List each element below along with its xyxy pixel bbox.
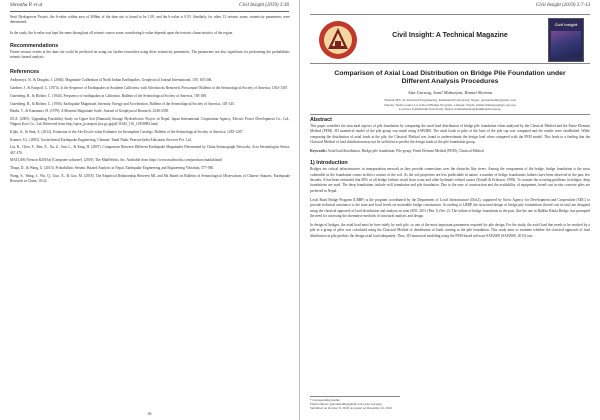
footnote-divider: [310, 396, 400, 397]
affiliations: [330, 98, 570, 112]
footnote-corresponding: *Corresponding Author: [310, 398, 341, 402]
abstract-divider: [310, 114, 590, 115]
body-paragraph: Sesti Hydropower Project, the b-value within area of 300km of the dam site is found to be 1.09, and the b-value is 0.93. Similarly, for other 12 seismic zones, seismicity parameters were determined.: [10, 15, 290, 25]
abstract-heading: Abstract: [310, 117, 332, 123]
cover-title: Civil Insight: [554, 22, 578, 27]
reference-item: Kramer, S.L. (2005). Geotechnical Earthquake Engineering. Chennai, Tamil Nadu: Pearson India Education Services Pvt. Ltd.: [10, 137, 192, 142]
reference-item: Thapa, D., & Wang, G. (2013). Probabilistic Seismic Hazard Analysis in Nepal. Earthquake Engineering and Engineering Vibration, 577-586.: [10, 165, 214, 170]
reference-item: JICA. (2005). Upgrading Feasibility Study on Upper Seti (Damauli) Storage Hydroelectric Project in Nepal. Japan International Cooperation Agency, Electric Power Development Co., Ltd., Nippon Koei Co., Ltd. Retrieved from http://open_jicareport.jica.go.jp/pdf/11643_116_11858982.html: [10, 116, 290, 127]
affiliation-line: Student MSc in Structural Engineering, Kathmandu University, Nepal, gauranneahil@gmail.com: [384, 98, 516, 102]
body-paragraph: Local Road Bridge Program (LRBP) is the program coordinated by the Department of Local Infrastructure (DoLI), supported by Swiss Agency for Development and Cooperation (SDC) to provide technical assistance to the state and local levels on motorable bridge construction. According to LRBP, the structural design of bridge pile foundations (bored cast in-situ) are designed using the classical approach of load distribution and analysis as seen (SDC 2011 (Part 1) (Sec 2). The failure of bridge foundation in the past, like the one in Balkhu Khola Bridge, has prompted the need for assessing the alternative methods of structural analysis and design.: [310, 197, 590, 218]
reference-item: Kijko, A., & Smit, A. (2012). Extension of the Aki-Utsu b-value Estimator for Incomplete Catalogs. Bulletin of the Seismological Society of America, 1283-1287.: [10, 129, 244, 134]
left-body: [10, 15, 290, 187]
journal-title: Civil Insight: A Technical Magazine: [392, 32, 508, 39]
affiliation-line: Deputy Team Leader Local Road Bridge Program, Lalitpur, Nepal, kamal.maharjan@geo.gov.np: [384, 102, 516, 107]
left-header-journal: Civil Insight (2019) 3:36: [239, 3, 289, 8]
recommendations-text: Future seismic events at the dam site could be predicted on using our further researches using these seismicity parameters. The parameters are also significant for performing the probabilistic seismic hazard analysis.: [10, 49, 290, 60]
cover-artwork: [551, 31, 581, 57]
page-number: 36: [147, 411, 152, 416]
recommendations-heading: Recommendations: [10, 42, 59, 49]
affiliation-line: Lecturer, Kathmandu University, Nepal, kamalsharma@kathmandu.edu.np: [399, 107, 501, 112]
body-paragraph: Bridges are critical infrastructures in transportation network as they provide connections over the obstacles like rivers. Among the components of the bridge, bridge foundation is the most vulnerable as the foundation comes in direct contact of the soil. As the soil properties are less predictable in nature, a number of bridge foundations failures have been observed in the past few decades. It has been estimated that 60% of all bridge failures result from scour and other hydraulic-related causes (Kattell & Eriksson, 1998). To counter the scouring problems in bridges, deep foundations are used. The deep foundations include well foundation and pile foundation. Due to the ease of construction and the availability of equipment, bored cast in-situ concrete piles are preferred in Nepal.: [310, 167, 590, 193]
header-divider: [10, 11, 289, 12]
reference-item: Ambraseys, N., & Douglas, J. (2004). Magnitude Calibration of North Indian Earthquakes. Geophysical Journal International, 159, 165-206.: [10, 78, 213, 83]
journal-logo-icon: [316, 19, 360, 61]
reference-item: Lin, R., Chen, Y., Ren, X., Xu, Z., Sun, L., & Yang, H. (2007). Comparison Between Different Earthquake Magnitudes Determined by China Seismograph Networks. Acta Seismologica Sinica, 467-476.: [10, 145, 290, 155]
references-list: [10, 78, 290, 184]
journal-masthead: [310, 14, 590, 64]
reference-item: Gardner, J., & Knopoff, L. (1974). Is the Sequence of Earthquakes in Southern California, with Aftershocks Removed, Poissonian? Bulletin of the Seismological Society of America, 1363-1367.: [10, 86, 289, 91]
reference-item: Gutenberg, B., & Richter, C. (1956). Earthquake Magnitude, Intensity, Energy and Acceleration. Bulletin of the Seismological Society of America, 105-145.: [10, 101, 235, 106]
right-body: [310, 117, 590, 239]
keywords-text: Axial load distribution, Bridge pile foundation, Pile group, Finite Element Method (FEM), Classical Method: [327, 149, 484, 154]
reference-item: Gutenberg, B., & Richter, C. (1944). Frequency of earthquakes in California. Bulletin of the Seismological Society of America, 185-188.: [10, 93, 207, 98]
reference-item: Hanks, T., & Kanamori, H. (1979). A Moment Magnitude Scale. Journal of Geophysical Research, 2348-2350.: [10, 109, 170, 114]
keywords-label: Keywords:: [310, 149, 327, 154]
left-header-authors: Shrestha P. et al: [10, 3, 43, 8]
footnote-email: Email address: gauranneahil@gmail.com (Aita Gurung): [310, 402, 382, 407]
body-paragraph: In the study, the b-value was kept the same throughout all seismic source zones considering b-value depends upon the tectonic characteristics of the region.: [10, 30, 234, 35]
footnote-dates: Submitted on October 8, 2019; Accepted on December 16, 2019: [310, 406, 392, 411]
footnotes: [310, 398, 590, 411]
introduction-heading: 1) Introduction: [310, 160, 348, 167]
reference-item: Wang, S., Wang, J., Wu, Q., Guo, X., & Gao, M. (2018). The Empirical Relationship Between ML and Ms Based on Bulletin of Seismological Observations of Chinese Stations. Earthquake Research in China, 10-22.: [10, 173, 290, 183]
reference-item: MATLAB (Version R2019a) [Computer software]. (2019). The MathWorks, Inc. Available from https://www.mathworks.com/products/matlab.html: [10, 158, 223, 163]
right-header-journal: Civil Insight (2019) 3:7-13: [535, 3, 590, 8]
right-page: [300, 0, 600, 420]
references-heading: References: [10, 69, 40, 76]
author-list: Aita Gurung, Sunil Maharjan, Kamal Sharma: [407, 90, 493, 95]
keywords-line: [310, 149, 590, 154]
body-paragraph: In design of bridges, the axial load must be bore safely by each pile, so one of the most important parameters required for pile design. For the study, the axial load that needs to be resisted by a pile in a group of piles was calculated using the Classical Method of distribution of loads coming to the pile foundation. This study aims to examine whether the classical approach of load distribution in pile predicts the design axial load adequately. Thus, 3D numerical modeling using the FEM-based software SAP2000 (SAP2000, 2015) was: [310, 223, 590, 238]
journal-cover-image: [548, 18, 584, 62]
article-title: Comparison of Axial Load Distribution on Bridge Pile Foundation under Different Analysis Procedures: [334, 70, 566, 86]
abstract-text: This paper considers the structural aspects of pile foundation by comparing the axial load distribution of bridge pile foundation when analyzed by the Classical Method and the Finite Element Method (FEM). 3D numerical model of the pile group was made using SAP2000. The axial loads at piles of the base of the pile cap was computed and the results were established. While comparing the distribution of axial loads at the pile, the Classical Method was found to underestimate the design load when compared with the FEM model. This leads to a finding that the Classical Method of load distribution may not be sufficient to predict the design loads of the pile foundation group.: [310, 124, 590, 144]
